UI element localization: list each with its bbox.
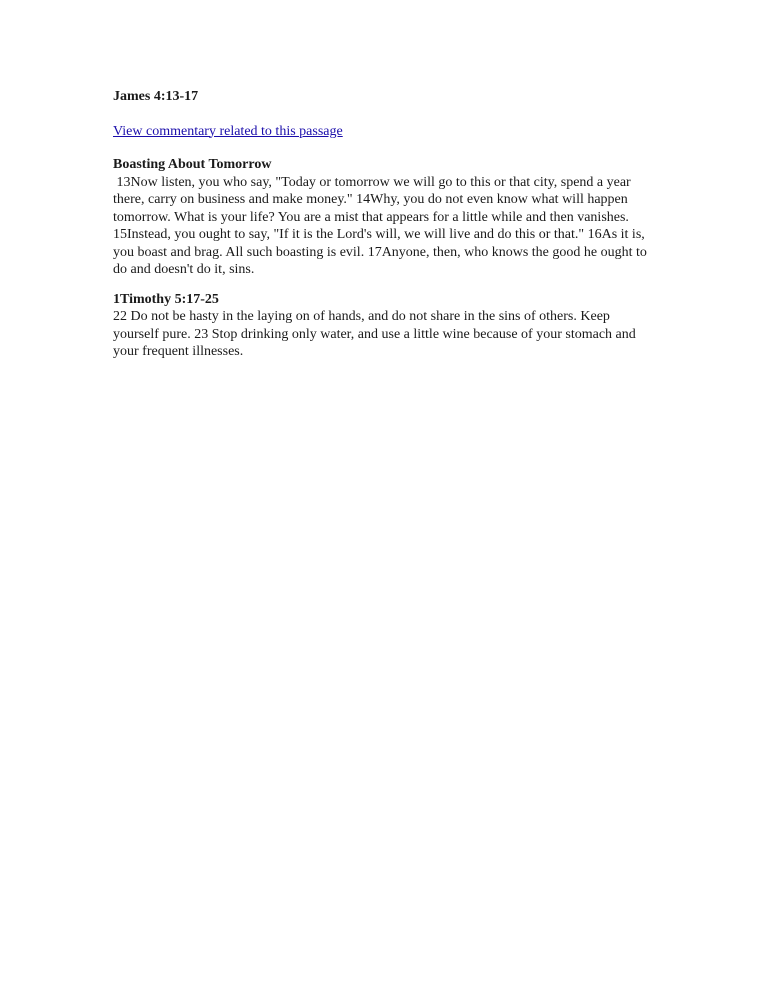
passage-reference-james: James 4:13-17 (113, 89, 199, 104)
passage-reference-timothy: 1Timothy 5:17-25 (113, 291, 219, 307)
passage-text-timothy: 22 Do not be hasty in the laying on of hands, and do not share in the sins of others. Keep yourself pure. 23 Stop drinking only water, and use a little wine because of your stomach and your frequent illnesses. (113, 309, 640, 359)
commentary-link-container (113, 123, 658, 141)
document-page (113, 88, 658, 361)
view-commentary-link[interactable]: View commentary related to this passage (113, 123, 343, 139)
section-title: Boasting About Tomorrow (113, 157, 272, 172)
passage-text-james: 13Now listen, you who say, "Today or tomorrow we will go to this or that city, spend a year there, carry on business and make money." 14Why, you do not even know what will happen tomorrow. What is your life? You are a mist that appears for a little while and then vanishes. 15Instead, you ought to say, "If it is the Lord's will, we will live and do this or that." 16As it is, you boast and brag. All such boasting is evil. 17Anyone, then, who knows the good he ought to do and doesn't do it, sins. (113, 174, 651, 277)
